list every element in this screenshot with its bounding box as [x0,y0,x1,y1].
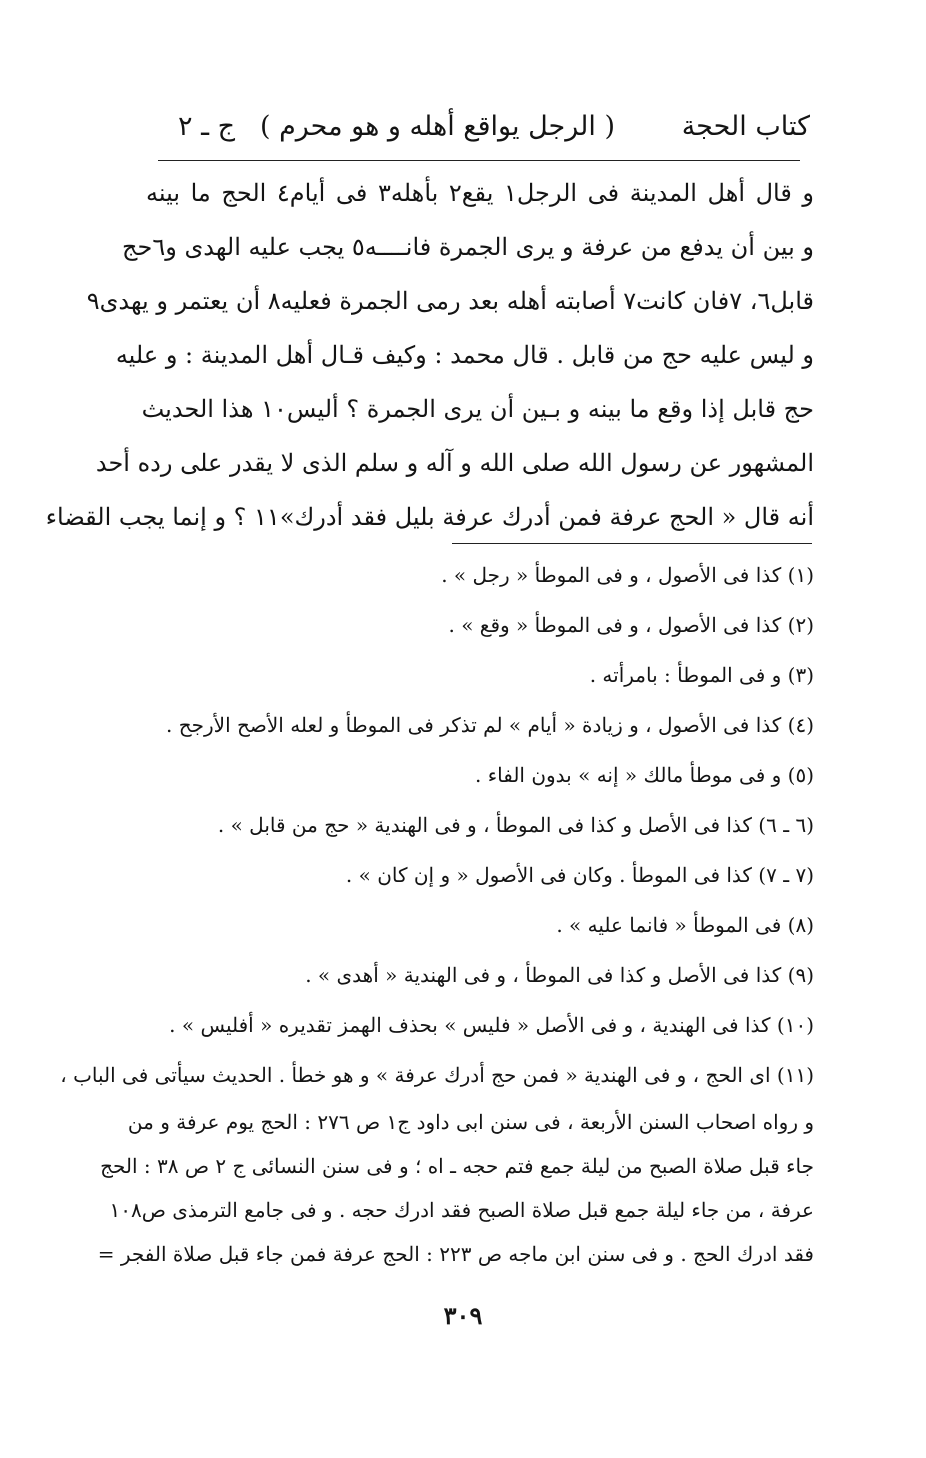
footnote: (٤) كذا فى الأصول ، و زيادة « أيام » لم تذكر فى الموطأ و لعله الأصح الأرجح . [166,713,814,737]
footnote: (١) كذا فى الأصول ، و فى الموطأ « رجل » . [441,563,814,587]
footnote: (٣) و فى الموطأ : بامرأته . [589,663,814,687]
footnote-line: جاء قبل صلاة الصبح من ليلة جمع فتم حجه ـ اه ؛ و فى سنن النسائى ج ٢ ص ٣٨ : الحج [100,1154,814,1178]
book-title: كتاب الحجة [681,111,810,142]
text-line: قابل٦، ٧فان كانت٧ أصابته أهله بعد رمى الجمرة فعليه٨ أن يعتمر و يهدى٩ [86,287,814,315]
text-line: و بين أن يدفع من عرفة و يرى الجمرة فانــــه٥ يجب عليه الهدى و٦حج [122,233,814,261]
footnotes [60,550,814,1276]
text-line: حج قابل إذا وقع ما بينه و بـين أن يرى الجمرة ؟ أليس١٠ هذا الحديث [141,395,814,423]
footnote-line: (١١) اى الحج ، و فى الهندية « فمن حج أدرك عرفة » و هو خطأ . الحديث سيأتى فى الباب ، [60,1063,814,1087]
footnote: (٥) و فى موطأ مالك « إنه » بدون الفاء . [475,763,814,787]
footnote: (١٠) كذا فى الهندية ، و فى الأصل « فليس » بحذف الهمز تقديره « أفليس » . [169,1013,814,1037]
text-line: أنه قال « الحج عرفة فمن أدرك عرفة بليل فقد أدرك»١١ ؟ و إنما يجب القضاء [45,503,814,531]
volume-label: ج ـ ٢ [178,111,236,142]
main-text [45,166,814,544]
page-number: ٣٠٩ [443,1301,483,1330]
text-line: و قال أهل المدينة فى الرجل١ يقع٢ بأهله٣ فى أيام٤ الحج ما بينه [146,179,814,207]
chapter-title: ( الرجل يواقع أهله و هو محرم ) [259,111,615,142]
footnote: (٢) كذا فى الأصول ، و فى الموطأ « وقع » . [448,613,814,637]
header-divider [158,160,800,161]
footnote-line: و رواه اصحاب السنن الأربعة ، فى سنن ابى داود ج١ ص ٢٧٦ : الحج يوم عرفة و من [127,1110,814,1134]
footnote: (٨) فى الموطأ « فانما عليه » . [556,913,814,937]
footnote-line: فقد ادرك الحج . و فى سنن ابن ماجه ص ٢٢٣ : الحج عرفة فمن جاء قبل صلاة الفجر = [97,1242,814,1266]
text-line: و ليس عليه حج من قابل . قال محمد : وكيف قـال أهل المدينة : و عليه [115,341,814,369]
footnote: (٦ ـ ٦) كذا فى الأصل و كذا فى الموطأ ، و فى الهندية « حج من قابل » . [217,813,814,837]
footnote: (٩) كذا فى الأصل و كذا فى الموطأ ، و فى الهندية « أهدى » . [305,963,814,987]
footnote-line: عرفة ، من جاء ليلة جمع قبل صلاة الصبح فقد ادرك حجه . و فى جامع الترمذى ص١٠٨ [109,1198,814,1222]
footnote: (٧ ـ ٧) كذا فى الموطأ . وكان فى الأصول « و إن كان » . [345,863,814,887]
footnote-divider [452,543,812,544]
running-header [160,104,810,150]
text-line: المشهور عن رسول الله صلى الله و آله و سلم الذى لا يقدر على رده أحد [95,449,814,477]
